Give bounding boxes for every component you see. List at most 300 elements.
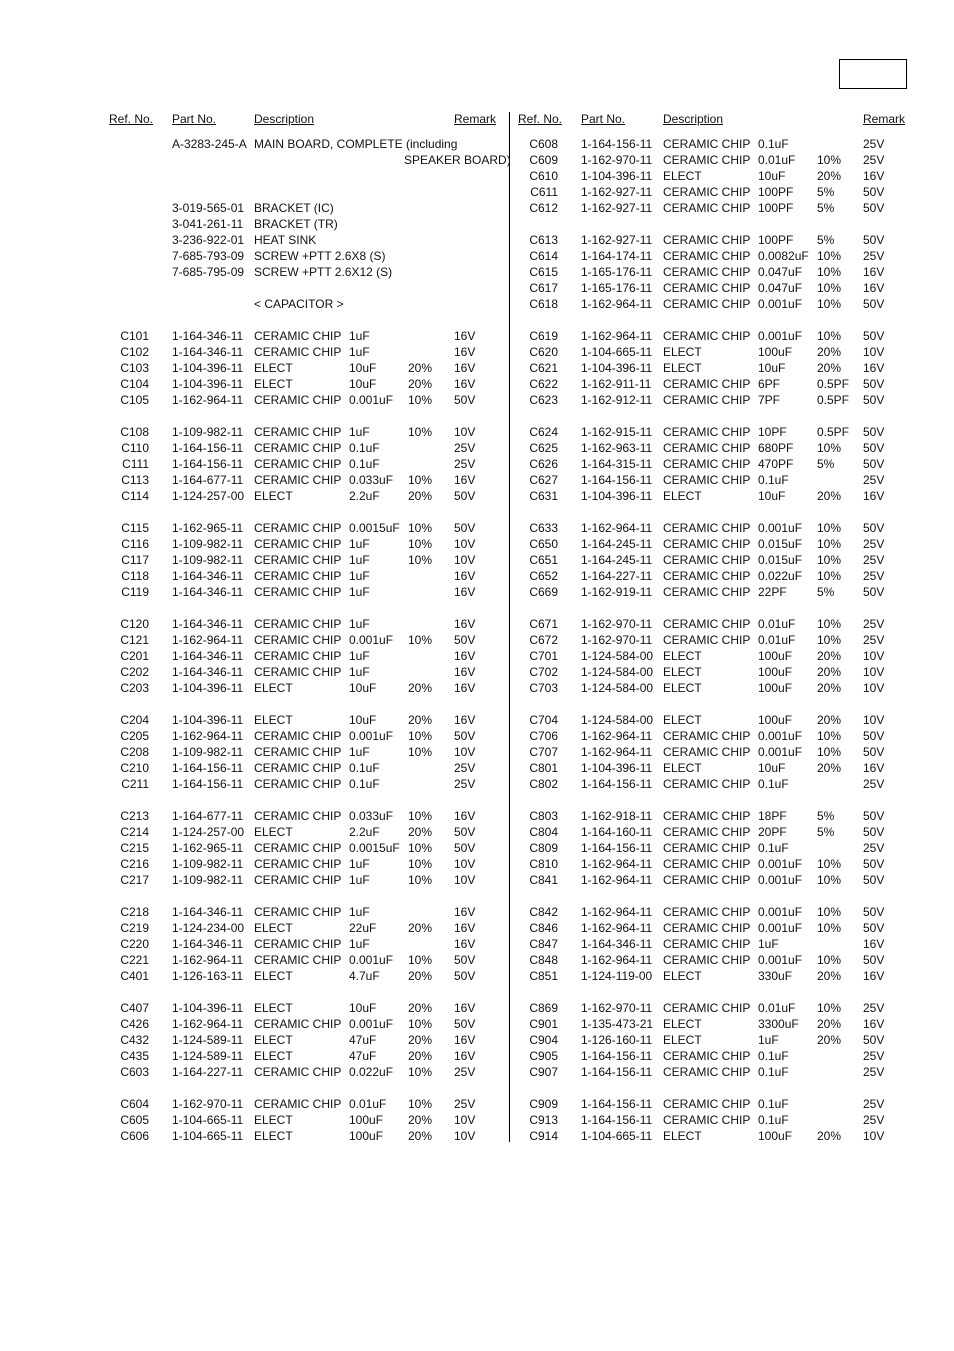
value-cell: 3300uF [758,1017,799,1031]
value-cell: 1uF [349,585,370,599]
header-part-no-right: Part No. [581,112,626,126]
value-cell: 10uF [349,1001,377,1015]
tolerance-cell: 10% [817,441,842,455]
part-no-cell: 1-104-396-11 [172,681,244,695]
description-cell: CERAMIC CHIP [254,457,342,471]
tolerance-cell: 10% [817,745,842,759]
voltage-cell: 25V [863,569,885,583]
value-cell: 0.01uF [758,633,796,647]
description-cell: ELECT [254,377,293,391]
ref-no-cell: C669 [529,585,558,599]
tolerance-cell: 20% [817,649,842,663]
value-cell: 47uF [349,1049,377,1063]
ref-no-cell: C617 [529,281,558,295]
tolerance-cell: 10% [817,1001,842,1015]
voltage-cell: 10V [454,537,476,551]
value-cell: 0.1uF [349,761,380,775]
value-cell: 0.015uF [758,537,803,551]
description-cell: CERAMIC CHIP [663,1001,751,1015]
description-cell: ELECT [663,969,702,983]
part-no-cell: 1-124-589-11 [172,1049,244,1063]
voltage-cell: 25V [863,1049,885,1063]
tolerance-cell: 20% [408,489,433,503]
value-cell: 0.001uF [349,633,394,647]
value-cell: 0.1uF [758,1065,789,1079]
description-cell: ELECT [254,1001,293,1015]
voltage-cell: 16V [454,361,476,375]
tolerance-cell: 20% [817,361,842,375]
part-no-cell: 1-104-665-11 [581,345,653,359]
description-cell: CERAMIC CHIP [663,425,751,439]
part-no-cell: 1-124-257-00 [172,489,245,503]
ref-no-cell: C651 [529,553,558,567]
ref-no-cell: C703 [529,681,558,695]
ref-no-cell: C802 [529,777,558,791]
tolerance-cell: 10% [817,857,842,871]
part-no-cell: 1-104-665-11 [172,1129,244,1143]
voltage-cell: 25V [863,537,885,551]
voltage-cell: 50V [863,521,885,535]
ref-no-cell: C706 [529,729,558,743]
part-no-cell: 1-104-396-11 [581,489,653,503]
part-no-cell: 1-109-982-11 [172,873,244,887]
tolerance-cell: 10% [817,537,842,551]
part-no-cell: 1-164-156-11 [581,1049,653,1063]
value-cell: 6PF [758,377,781,391]
description-cell: CERAMIC CHIP [254,345,342,359]
ref-no-cell: C613 [529,233,558,247]
description-cell: CERAMIC CHIP [254,473,342,487]
voltage-cell: 16V [454,329,476,343]
description-cell: CERAMIC CHIP [663,201,751,215]
part-no-cell: 1-162-964-11 [581,729,653,743]
voltage-cell: 50V [863,297,885,311]
value-cell: 10uF [349,681,377,695]
description-cell: CERAMIC CHIP [663,137,751,151]
voltage-cell: 10V [863,665,885,679]
part-no-cell: 1-164-156-11 [172,457,244,471]
value-cell: 100uF [349,1129,384,1143]
tolerance-cell: 10% [817,265,842,279]
description-cell: CERAMIC CHIP [663,281,751,295]
description-cell: ELECT [663,345,702,359]
ref-no-cell: C119 [121,585,149,599]
part-no-cell: 1-164-346-11 [172,345,244,359]
part-no-cell: 1-164-156-11 [172,761,244,775]
voltage-cell: 16V [863,969,885,983]
voltage-cell: 16V [863,937,885,951]
ref-no-cell: C847 [529,937,558,951]
part-no-cell: 1-162-970-11 [581,633,653,647]
part-no-cell: 1-162-964-11 [172,633,244,647]
value-cell: 0.1uF [758,1049,789,1063]
value-cell: 4.7uF [349,969,380,983]
ref-no-cell: C848 [529,953,558,967]
part-no-cell: 1-162-964-11 [581,873,653,887]
voltage-cell: 25V [863,1113,885,1127]
value-cell: 22PF [758,585,787,599]
tolerance-cell: 20% [817,665,842,679]
value-cell: 0.001uF [349,393,394,407]
description-cell: CERAMIC CHIP [254,569,342,583]
voltage-cell: 16V [454,377,476,391]
part-no-cell: 1-162-927-11 [581,233,653,247]
tolerance-cell: 20% [408,361,433,375]
tolerance-cell: 20% [408,969,433,983]
description-cell: CERAMIC CHIP [663,265,751,279]
tolerance-cell: 20% [817,169,842,183]
description-cell: CERAMIC CHIP [663,953,751,967]
value-cell: 10uF [349,377,377,391]
tolerance-cell: 10% [817,873,842,887]
description-cell: ELECT [663,665,702,679]
ref-no-cell: C619 [529,329,558,343]
description-cell: CERAMIC CHIP [254,521,342,535]
voltage-cell: 50V [863,393,885,407]
voltage-cell: 25V [454,441,476,455]
part-no-cell: 1-162-964-11 [581,521,653,535]
ref-no-cell: C202 [120,665,149,679]
voltage-cell: 50V [863,425,885,439]
description-cell: ELECT [663,761,702,775]
part-no-cell: 1-162-964-11 [172,393,244,407]
value-cell: 1uF [758,937,779,951]
tolerance-cell: 10% [817,921,842,935]
voltage-cell: 25V [863,633,885,647]
value-cell: 0.047uF [758,265,803,279]
tolerance-cell: 5% [817,809,835,823]
description-cell: CERAMIC CHIP [663,921,751,935]
ref-no-cell: C803 [529,809,558,823]
description-cell: SCREW +PTT 2.6X8 (S) [254,249,386,263]
description-cell: ELECT [254,713,293,727]
voltage-cell: 50V [863,585,885,599]
value-cell: 0.0082uF [758,249,809,263]
tolerance-cell: 20% [817,1033,842,1047]
tolerance-cell: 0.5PF [817,393,850,407]
description-cell: CERAMIC CHIP [254,1065,342,1079]
description-cell: CERAMIC CHIP [663,937,751,951]
value-cell: 0.0015uF [349,841,400,855]
part-no-cell: 1-164-677-11 [172,473,244,487]
description-cell: ELECT [663,169,702,183]
voltage-cell: 50V [863,201,885,215]
voltage-cell: 50V [454,841,476,855]
value-cell: 1uF [758,1033,779,1047]
part-no-cell: 1-104-396-11 [581,169,653,183]
description-cell: CERAMIC CHIP [254,633,342,647]
ref-no-cell: C626 [529,457,558,471]
part-no-cell: 1-162-912-11 [581,393,653,407]
ref-no-cell: C116 [121,537,149,551]
description-cell: CERAMIC CHIP [663,1097,751,1111]
part-no-cell: 1-164-346-11 [172,569,244,583]
part-no-cell: 1-164-156-11 [581,473,653,487]
value-cell: 1uF [349,873,370,887]
value-cell: 1uF [349,649,370,663]
voltage-cell: 16V [454,1001,476,1015]
value-cell: 0.033uF [349,809,394,823]
value-cell: 1uF [349,937,370,951]
voltage-cell: 25V [863,473,885,487]
ref-no-cell: C671 [529,617,558,631]
part-no-cell: 1-165-176-11 [581,265,653,279]
tolerance-cell: 10% [408,841,433,855]
value-cell: 0.001uF [349,953,394,967]
tolerance-cell: 10% [817,521,842,535]
description-cell: CERAMIC CHIP [254,537,342,551]
tolerance-cell: 20% [817,681,842,695]
column-divider [509,112,510,1142]
ref-no-cell: C102 [120,345,149,359]
part-no-cell: 1-162-970-11 [581,617,653,631]
part-no-cell: 1-162-964-11 [172,953,244,967]
description-cell: CERAMIC CHIP [663,441,751,455]
value-cell: 1uF [349,617,370,631]
voltage-cell: 50V [863,329,885,343]
part-no-cell: 1-164-156-11 [581,137,653,151]
ref-no-cell: C210 [120,761,149,775]
value-cell: 100PF [758,201,794,215]
tolerance-cell: 20% [817,1017,842,1031]
description-cell: CERAMIC CHIP [663,809,751,823]
description-cell: CERAMIC CHIP [254,425,342,439]
part-no-cell: A-3283-245-A [172,137,247,151]
description-cell: CERAMIC CHIP [663,1049,751,1063]
ref-no-cell: C627 [529,473,558,487]
voltage-cell: 16V [863,761,885,775]
description-cell: ELECT [663,489,702,503]
part-no-cell: 1-162-965-11 [172,521,244,535]
tolerance-cell: 20% [817,761,842,775]
value-cell: 100uF [758,681,793,695]
voltage-cell: 16V [454,905,476,919]
ref-no-cell: C905 [529,1049,558,1063]
part-no-cell: 1-124-234-00 [172,921,245,935]
tolerance-cell: 10% [817,281,842,295]
description-cell: CERAMIC CHIP [663,473,751,487]
value-cell: 0.047uF [758,281,803,295]
value-cell: 0.001uF [758,297,803,311]
description-cell: ELECT [254,1113,293,1127]
value-cell: 680PF [758,441,794,455]
description-cell: CERAMIC CHIP [254,441,342,455]
part-no-cell: 1-124-584-00 [581,665,654,679]
tolerance-cell: 10% [408,425,433,439]
ref-no-cell: C213 [120,809,149,823]
tolerance-cell: 10% [817,553,842,567]
voltage-cell: 16V [454,569,476,583]
voltage-cell: 50V [454,1017,476,1031]
ref-no-cell: C869 [529,1001,558,1015]
description-continuation: SPEAKER BOARD) [404,153,511,167]
ref-no-cell: C631 [529,489,558,503]
description-cell: CERAMIC CHIP [663,537,751,551]
voltage-cell: 10V [454,553,476,567]
tolerance-cell: 10% [817,729,842,743]
voltage-cell: 16V [454,585,476,599]
ref-no-cell: C211 [121,777,149,791]
part-no-cell: 1-164-245-11 [581,537,653,551]
header-part-no: Part No. [172,112,217,126]
description-cell: CERAMIC CHIP [663,233,751,247]
ref-no-cell: C618 [529,297,558,311]
description-cell: CERAMIC CHIP [254,809,342,823]
part-no-cell: 1-162-918-11 [581,809,653,823]
tolerance-cell: 10% [408,857,433,871]
description-cell: CERAMIC CHIP [254,873,342,887]
tolerance-cell: 20% [408,1113,433,1127]
description-cell: CERAMIC CHIP [254,841,342,855]
value-cell: 330uF [758,969,793,983]
tolerance-cell: 10% [408,521,433,535]
voltage-cell: 16V [863,1017,885,1031]
tolerance-cell: 5% [817,201,835,215]
voltage-cell: 50V [863,873,885,887]
description-cell: ELECT [254,361,293,375]
voltage-cell: 10V [454,873,476,887]
part-no-cell: 1-104-665-11 [581,1129,653,1143]
description-cell: CERAMIC CHIP [254,617,342,631]
part-no-cell: 1-164-346-11 [172,585,244,599]
ref-no-cell: C624 [529,425,558,439]
ref-no-cell: C208 [120,745,149,759]
voltage-cell: 16V [454,1033,476,1047]
part-no-cell: 1-126-163-11 [172,969,244,983]
value-cell: 0.0015uF [349,521,400,535]
part-no-cell: 3-019-565-01 [172,201,245,215]
voltage-cell: 10V [863,681,885,695]
ref-no-cell: C851 [529,969,558,983]
description-cell: SCREW +PTT 2.6X12 (S) [254,265,393,279]
voltage-cell: 16V [454,937,476,951]
ref-no-cell: C426 [120,1017,149,1031]
part-no-cell: 1-164-315-11 [581,457,653,471]
part-no-cell: 1-124-584-00 [581,681,654,695]
description-cell: ELECT [663,713,702,727]
description-cell: CERAMIC CHIP [663,841,751,855]
value-cell: 0.1uF [349,441,380,455]
part-no-cell: 1-162-964-11 [581,745,653,759]
tolerance-cell: 10% [817,569,842,583]
value-cell: 0.001uF [758,873,803,887]
description-cell: CERAMIC CHIP [663,617,751,631]
value-cell: 0.1uF [758,473,789,487]
tolerance-cell: 5% [817,825,835,839]
voltage-cell: 50V [863,377,885,391]
tolerance-cell: 0.5PF [817,377,850,391]
part-no-cell: 1-162-964-11 [172,1017,244,1031]
part-no-cell: 1-162-964-11 [581,297,653,311]
description-cell: CERAMIC CHIP [663,1065,751,1079]
voltage-cell: 25V [863,1065,885,1079]
part-no-cell: 1-162-964-11 [581,921,653,935]
part-no-cell: 1-164-346-11 [172,905,244,919]
value-cell: 2.2uF [349,489,380,503]
description-cell: ELECT [254,969,293,983]
description-cell: CERAMIC CHIP [663,377,751,391]
tolerance-cell: 10% [408,1097,433,1111]
part-no-cell: 1-104-396-11 [581,361,653,375]
voltage-cell: 10V [454,425,476,439]
part-no-cell: 1-109-982-11 [172,857,244,871]
value-cell: 0.001uF [758,953,803,967]
value-cell: 1uF [349,665,370,679]
header-remark-right: Remark [863,112,906,126]
voltage-cell: 25V [863,553,885,567]
ref-no-cell: C804 [529,825,558,839]
ref-no-cell: C707 [529,745,558,759]
tolerance-cell: 10% [408,553,433,567]
ref-no-cell: C623 [529,393,558,407]
part-no-cell: 1-164-227-11 [172,1065,244,1079]
voltage-cell: 25V [454,457,476,471]
ref-no-cell: C120 [120,617,149,631]
description-cell: CERAMIC CHIP [254,937,342,951]
voltage-cell: 50V [863,857,885,871]
description-cell: MAIN BOARD, COMPLETE (including [254,137,458,151]
voltage-cell: 50V [454,953,476,967]
tolerance-cell: 20% [408,1033,433,1047]
ref-no-cell: C841 [529,873,558,887]
ref-no-cell: C101 [120,329,149,343]
voltage-cell: 25V [454,777,476,791]
part-no-cell: 1-162-927-11 [581,185,653,199]
value-cell: 0.1uF [758,777,789,791]
part-no-cell: 1-164-346-11 [172,937,244,951]
part-no-cell: 1-164-156-11 [581,1113,653,1127]
header-ref-no: Ref. No. [109,112,154,126]
voltage-cell: 25V [863,153,885,167]
value-cell: 0.01uF [758,1001,796,1015]
description-cell: ELECT [663,1017,702,1031]
ref-no-cell: C401 [120,969,149,983]
value-cell: 0.001uF [758,745,803,759]
part-no-cell: 1-164-174-11 [581,249,653,263]
description-cell: ELECT [663,1129,702,1143]
part-no-cell: 1-109-982-11 [172,745,244,759]
tolerance-cell: 20% [408,1049,433,1063]
header-ref-no-right: Ref. No. [518,112,563,126]
voltage-cell: 25V [863,1001,885,1015]
description-cell: CERAMIC CHIP [254,777,342,791]
tolerance-cell: 10% [817,249,842,263]
part-no-cell: 3-041-261-11 [172,217,244,231]
part-no-cell: 1-164-346-11 [172,329,244,343]
description-cell: CERAMIC CHIP [254,857,342,871]
voltage-cell: 50V [454,521,476,535]
description-cell: CERAMIC CHIP [663,297,751,311]
ref-no-cell: C622 [529,377,558,391]
voltage-cell: 10V [454,745,476,759]
ref-no-cell: C104 [120,377,149,391]
value-cell: 1uF [349,425,370,439]
part-no-cell: 1-164-156-11 [172,441,244,455]
tolerance-cell: 20% [408,921,433,935]
description-cell: ELECT [254,681,293,695]
part-no-cell: 1-104-396-11 [172,713,244,727]
ref-no-cell: C810 [529,857,558,871]
value-cell: 0.1uF [758,1097,789,1111]
voltage-cell: 16V [454,649,476,663]
voltage-cell: 16V [454,1049,476,1063]
part-no-cell: 1-162-964-11 [172,729,244,743]
tolerance-cell: 10% [408,393,433,407]
description-cell: CERAMIC CHIP [254,1097,342,1111]
part-no-cell: 1-164-156-11 [581,777,653,791]
part-no-cell: 1-135-473-21 [581,1017,654,1031]
description-cell: CERAMIC CHIP [663,633,751,647]
